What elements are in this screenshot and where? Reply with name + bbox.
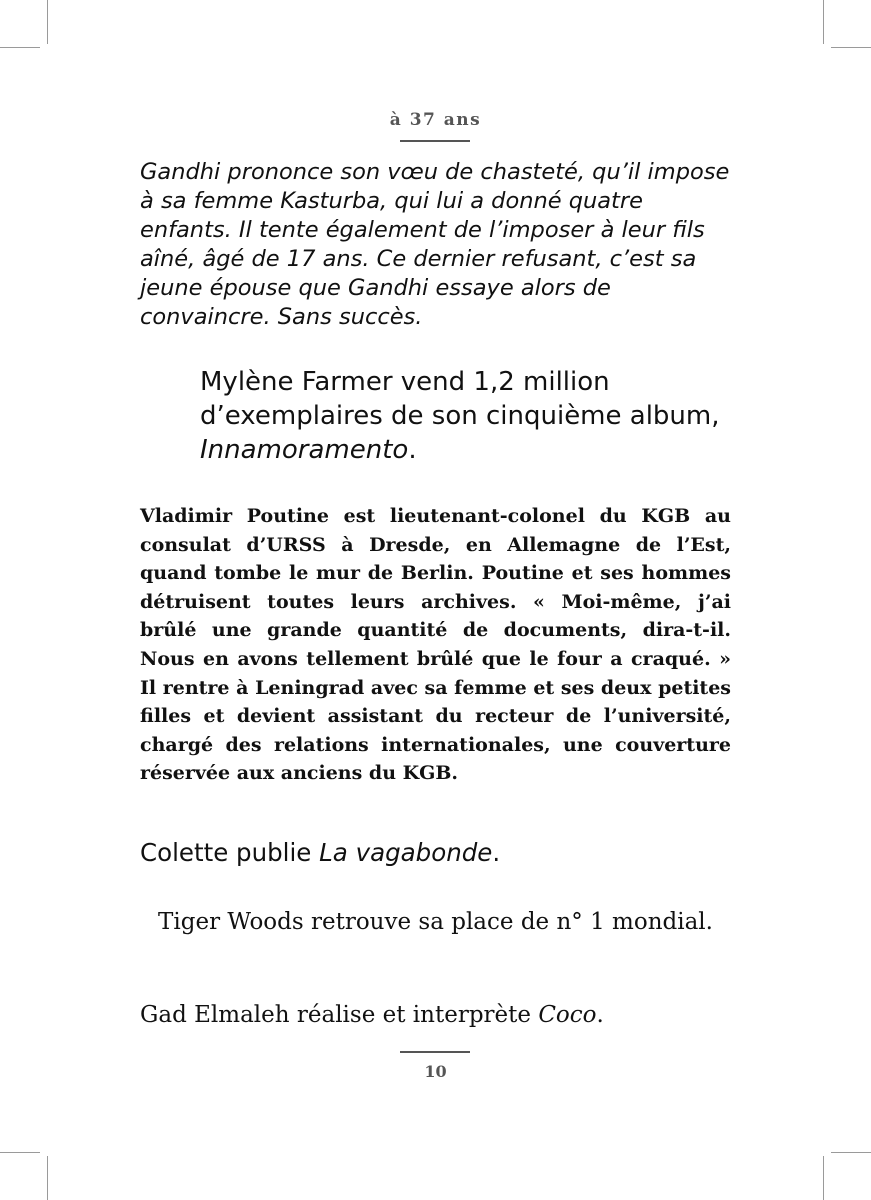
footer-rule: [400, 1051, 470, 1053]
page-number: 10: [424, 1062, 447, 1081]
crop-mark-bottom-right-vertical: [823, 1156, 824, 1200]
crop-mark-bottom-left-vertical: [47, 1156, 48, 1200]
crop-mark-top-left-vertical: [47, 0, 48, 44]
book-title: La vagabonde: [319, 838, 493, 867]
header-rule: [400, 140, 470, 142]
entry-end: .: [408, 435, 417, 465]
crop-mark-top-left-horizontal: [0, 47, 40, 48]
entry-poutine: Vladimir Poutine est lieutenant-colonel du KGB au consulat d’URSS à Dresde, en Allemagne de l’Est, quand tombe le mur de Berlin. Poutine et ses hommes détruisent toutes leurs archives. « Moi-même, j’ai brûlé une grande quantité de documents, dira-t-il. Nous en avons tellement brûlé que le four a craqué. » Il rentre à Leningrad avec sa femme et ses deux petites filles et devient assistant du recteur de l’université, chargé des relations internationales, une couverture réservée aux anciens du KGB.: [140, 505, 731, 785]
entry-colette: [140, 836, 760, 870]
entry-text: Mylène Farmer vend 1,2 million d’exemplaires de son cinquième album,: [200, 367, 720, 431]
film-title: Coco: [538, 1002, 597, 1028]
crop-mark-top-right-horizontal: [831, 47, 871, 48]
entry-tiger-woods: Tiger Woods retrouve sa place de n° 1 mondial.: [158, 909, 713, 935]
entry-text: Colette publie: [140, 838, 320, 867]
album-title: Innamoramento: [200, 435, 409, 465]
entry-text: Gad Elmaleh réalise et interprète: [140, 1002, 539, 1028]
entry-mylene-farmer: [200, 365, 760, 467]
crop-mark-bottom-right-horizontal: [831, 1152, 871, 1153]
page-header: à 37 ans: [389, 110, 482, 130]
crop-mark-top-right-vertical: [823, 0, 824, 44]
entry-end: .: [492, 838, 501, 867]
entry-end: .: [596, 1002, 604, 1028]
entry-gad-elmaleh: [140, 999, 780, 1031]
crop-mark-bottom-left-horizontal: [0, 1152, 40, 1153]
entry-gandhi: Gandhi prononce son vœu de chasteté, qu’il impose à sa femme Kasturba, qui lui a donné quatre enfants. Il tente également de l’imposer à leur fils aîné, âgé de 17 ans. Ce dernier refusant, c’est sa jeune épouse que Gandhi essaye alors de convaincre. Sans succès.: [140, 159, 730, 330]
